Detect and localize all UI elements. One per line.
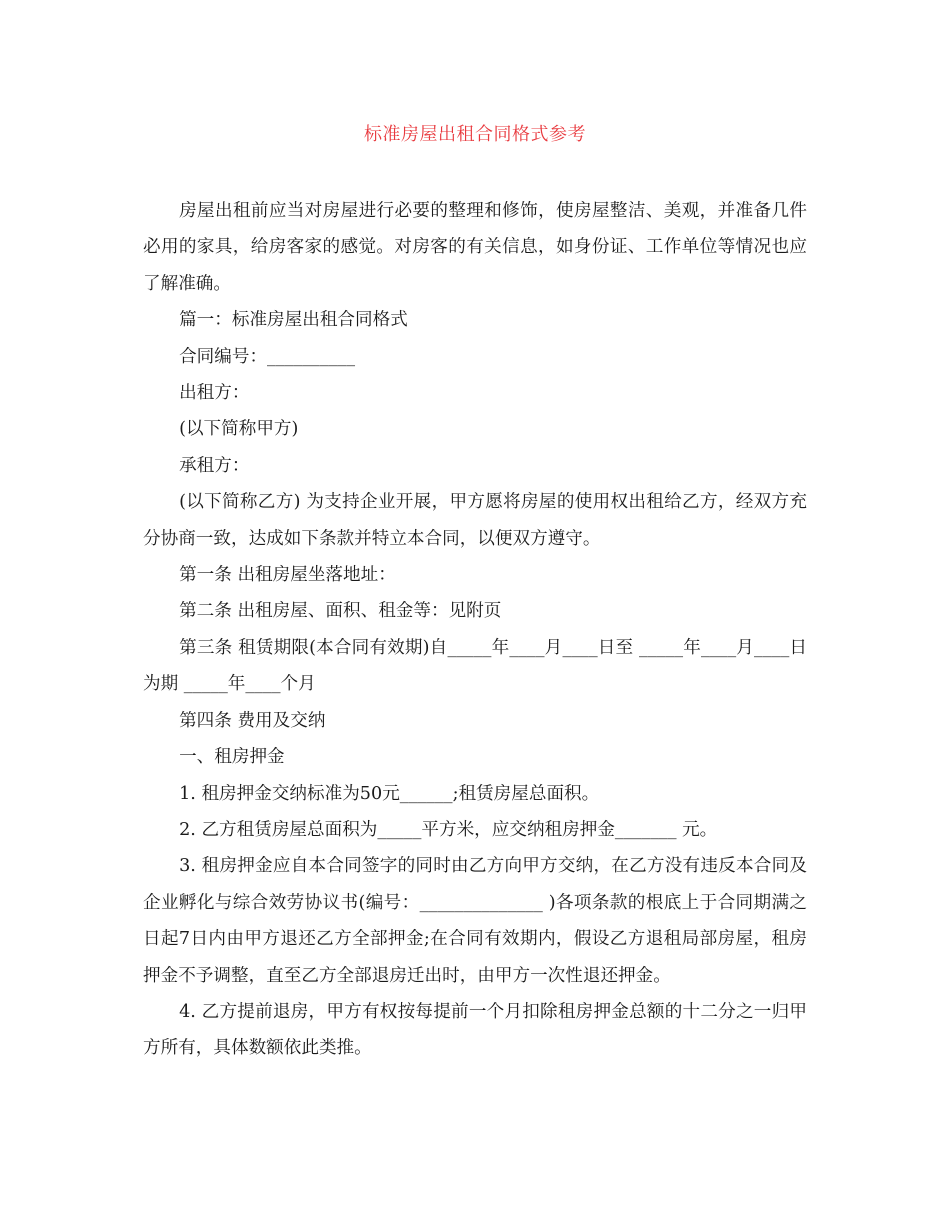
- paragraph-deposit-item-1: 1. 租房押金交纳标准为50元______;租赁房屋总面积。: [179, 783, 600, 804]
- paragraph-lessor: 出租方：: [179, 383, 250, 404]
- paragraph-article-2: 第二条 出租房屋、面积、租金等：见附页: [179, 601, 502, 622]
- paragraph-lessee-alias: (以下简称乙方) 为支持企业开展，甲方愿将房屋的使用权出租给乙方，经双方充分协商一致，达成如下条款并特立本合同，以便双方遵守。: [143, 492, 807, 549]
- document-body: [143, 193, 807, 1067]
- paragraph-article-3: 第三条 租赁期限(本合同有效期)自_____年____月____日至 _____年____月____日为期 _____年____个月: [143, 637, 807, 695]
- paragraph-article-4: 第四条 费用及交纳: [179, 710, 326, 731]
- paragraph-deposit-item-2: 2. 乙方租赁房屋总面积为_____平方米，应交纳租房押金_______ 元。: [179, 819, 718, 840]
- paragraph-deposit-item-3: 3. 租房押金应自本合同签字的同时由乙方向甲方交纳，在乙方没有违反本合同及企业孵化与综合效劳协议书(编号：______________ )各项条款的根底上于合同期满之日起7日内由甲方退还乙方全部押金;在合同有效期内，假设乙方退租局部房屋，租房押金不予调整，直至乙方全部退房迁出时，由甲方一次性退还押金。: [143, 856, 807, 986]
- document-title: 标准房屋出租合同格式参考: [364, 124, 586, 145]
- paragraph-deposit-heading: 一、租房押金: [179, 747, 285, 768]
- paragraph-lessor-alias: (以下简称甲方): [179, 419, 299, 440]
- paragraph-article-1: 第一条 出租房屋坐落地址：: [179, 565, 396, 586]
- paragraph-deposit-item-4: 4. 乙方提前退房，甲方有权按每提前一个月扣除租房押金总额的十二分之一归甲方所有，具体数额依此类推。: [143, 1001, 807, 1059]
- paragraph-lessee: 承租方：: [179, 455, 250, 476]
- paragraph-section-heading: 篇一：标准房屋出租合同格式: [179, 310, 408, 331]
- paragraph-intro: 房屋出租前应当对房屋进行必要的整理和修饰，使房屋整洁、美观，并准备几件必用的家具，给房客家的感觉。对房客的有关信息，如身份证、工作单位等情况也应了解准确。: [143, 201, 807, 294]
- paragraph-contract-number: 合同编号：__________: [179, 346, 356, 367]
